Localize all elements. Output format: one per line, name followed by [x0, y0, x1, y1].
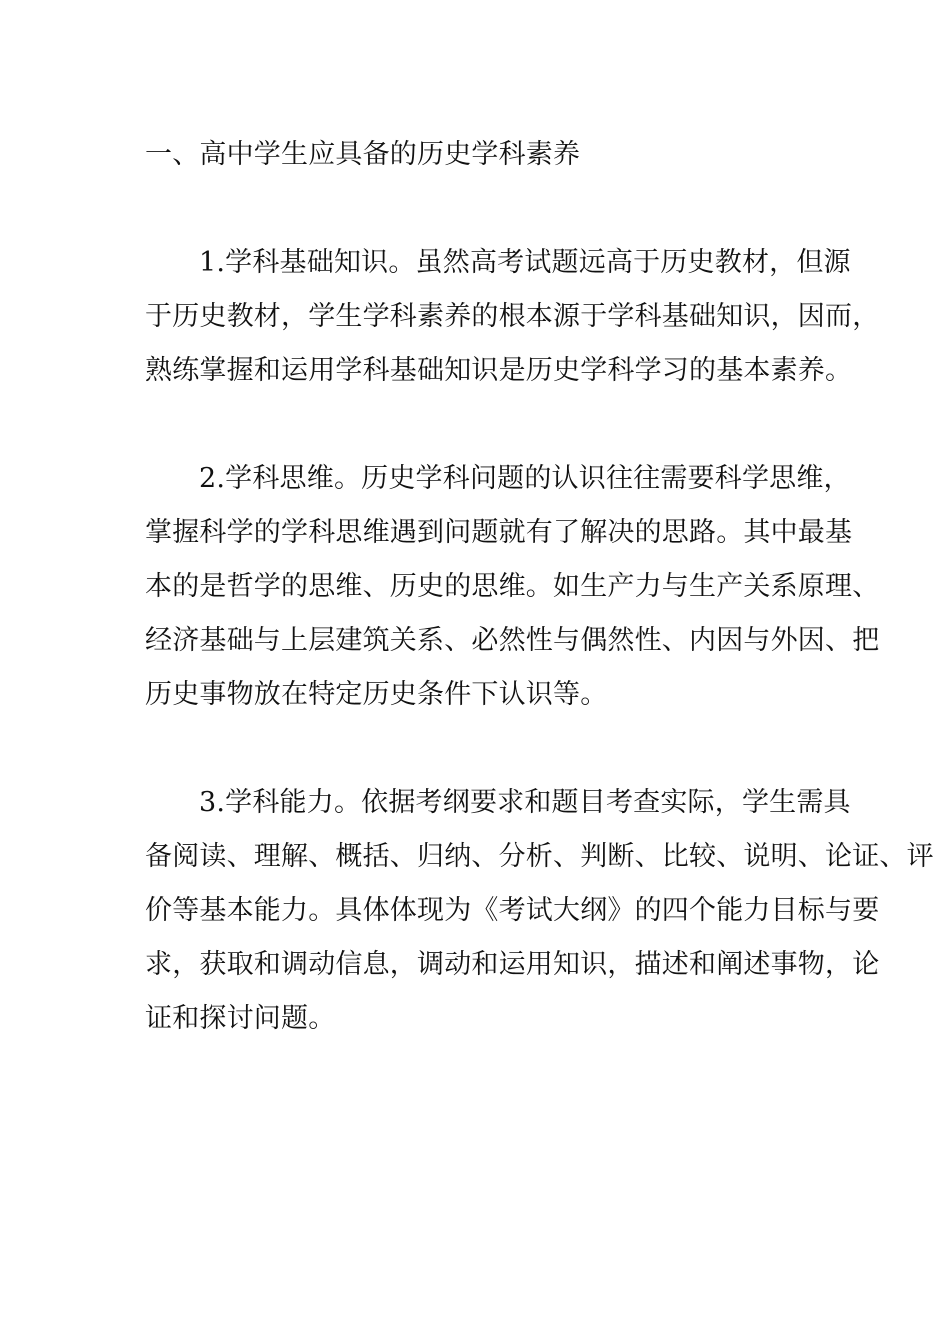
paragraph-line: 本的是哲学的思维、历史的思维。如生产力与生产关系原理、 — [145, 571, 880, 602]
paragraph-line: 求，获取和调动信息，调动和运用知识，描述和阐述事物，论 — [145, 949, 880, 980]
paragraph-line: 证和探讨问题。 — [145, 1003, 336, 1034]
paragraph-thinking — [145, 452, 880, 722]
paragraph-line: 于历史教材，学生学科素养的根本源于学科基础知识，因而， — [145, 301, 880, 332]
paragraph-line: 备阅读、理解、概括、归纳、分析、判断、比较、说明、论证、评 — [145, 841, 934, 872]
paragraph-line: 熟练掌握和运用学科基础知识是历史学科学习的基本素养。 — [145, 355, 853, 386]
paragraph-line: 历史事物放在特定历史条件下认识等。 — [145, 679, 608, 710]
paragraph-ability — [145, 776, 934, 1046]
paragraph-basic-knowledge — [145, 236, 880, 398]
document-body — [145, 128, 934, 1100]
paragraph-line: 价等基本能力。具体体现为《考试大纲》的四个能力目标与要 — [145, 895, 880, 926]
paragraph-line: 经济基础与上层建筑关系、必然性与偶然性、内因与外因、把 — [145, 625, 880, 656]
paragraph-line: 掌握科学的学科思维遇到问题就有了解决的思路。其中最基 — [145, 517, 853, 548]
section-heading-block — [145, 128, 810, 182]
paragraph-line: 3.学科能力。依据考纲要求和题目考查实际，学生需具 — [199, 787, 851, 818]
section-heading: 一、高中学生应具备的历史学科素养 — [145, 139, 581, 170]
paragraph-line: 2.学科思维。历史学科问题的认识往往需要科学思维， — [199, 463, 851, 494]
paragraph-line: 1.学科基础知识。虽然高考试题远高于历史教材，但源 — [199, 247, 851, 278]
